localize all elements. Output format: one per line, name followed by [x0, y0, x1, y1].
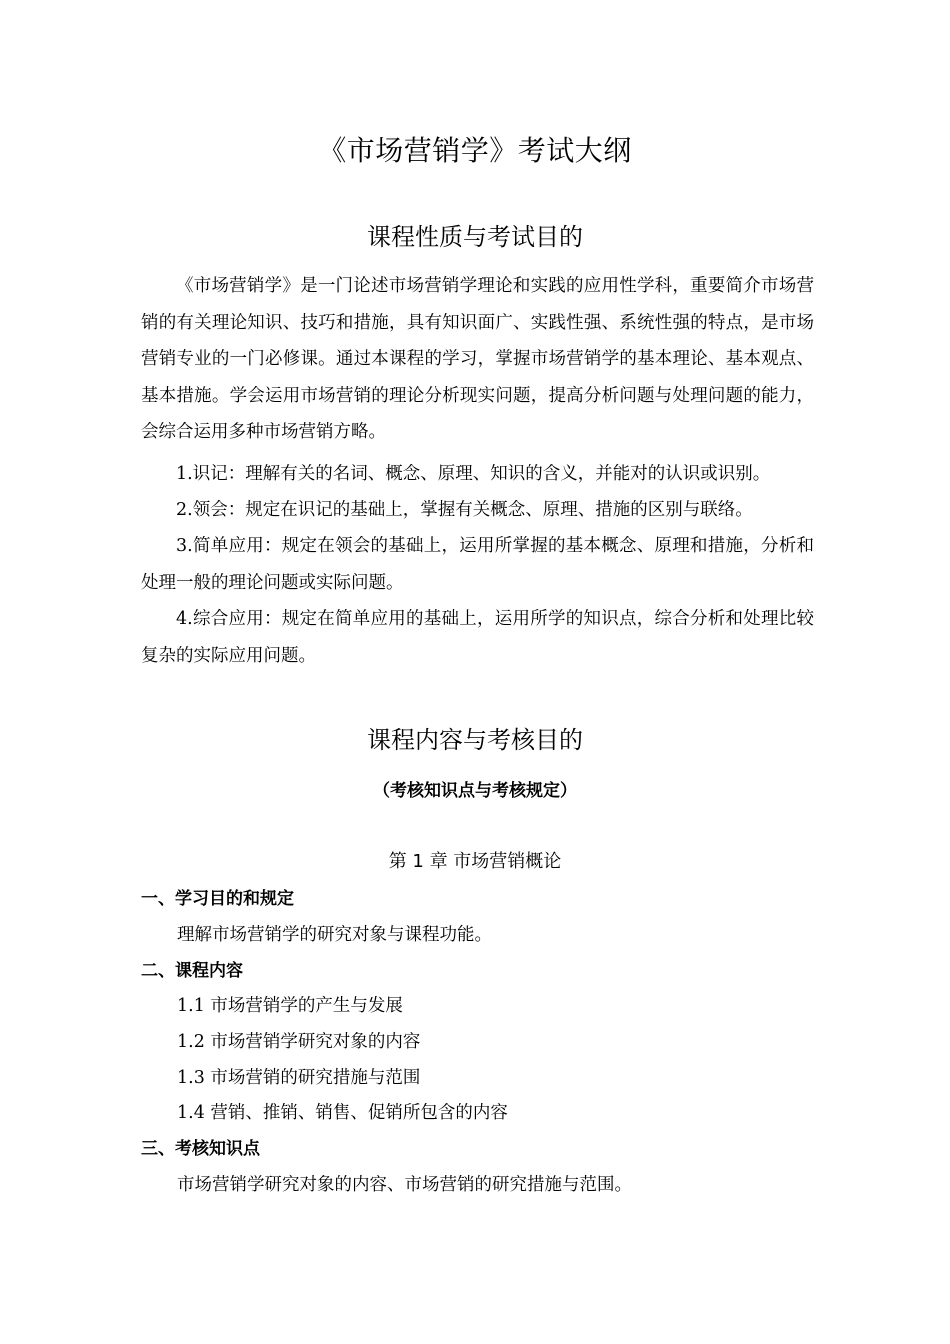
- section-subtitle: （考核知识点与考核规定）: [373, 781, 577, 801]
- chapter-title: 第 1 章 市场营销概论: [388, 851, 562, 872]
- content-item: 1.1 市场营销学的产生与发展: [177, 996, 403, 1016]
- content-heading: 二、课程内容: [141, 961, 243, 981]
- section-title-content: 课程内容与考核目的: [367, 726, 583, 754]
- section-title-nature: 课程性质与考试目的: [367, 223, 583, 251]
- level-item-comprehensive-application: 4.综合应用：规定在简单应用的基础上，运用所学的知识点，综合分析和处理比较复杂的实际应用问题。: [141, 609, 814, 666]
- intro-paragraph: 《市场营销学》是一门论述市场营销学理论和实践的应用性学科，重要简介市场营销的有关理论知识、技巧和措施，具有知识面广、实践性强、系统性强的特点，是市场营销专业的一门必修课。通过本课程的学习，掌握市场营销学的基本理论、基本观点、基本措施。学会运用市场营销的理论分析现实问题，提高分析问题与处理问题的能力，会综合运用多种市场营销方略。: [141, 276, 814, 442]
- level-item-comprehend: 2.领会：规定在识记的基础上，掌握有关概念、原理、措施的区别与联络。: [176, 500, 753, 520]
- points-heading: 三、考核知识点: [141, 1139, 260, 1159]
- level-item-simple-application: 3.简单应用：规定在领会的基础上，运用所掌握的基本概念、原理和措施，分析和处理一般的理论问题或实际问题。: [141, 536, 814, 593]
- content-item: 1.2 市场营销学研究对象的内容: [177, 1032, 421, 1052]
- content-item: 1.3 市场营销的研究措施与范围: [177, 1068, 421, 1088]
- goal-heading: 一、学习目的和规定: [141, 889, 294, 909]
- content-item: 1.4 营销、推销、销售、促销所包含的内容: [177, 1103, 508, 1123]
- document-title: 《市场营销学》考试大纲: [318, 134, 632, 167]
- level-item-recall: 1.识记：理解有关的名词、概念、原理、知识的含义，并能对的认识或识别。: [176, 464, 771, 484]
- points-text: 市场营销学研究对象的内容、市场营销的研究措施与范围。: [177, 1175, 632, 1195]
- goal-text: 理解市场营销学的研究对象与课程功能。: [177, 925, 492, 945]
